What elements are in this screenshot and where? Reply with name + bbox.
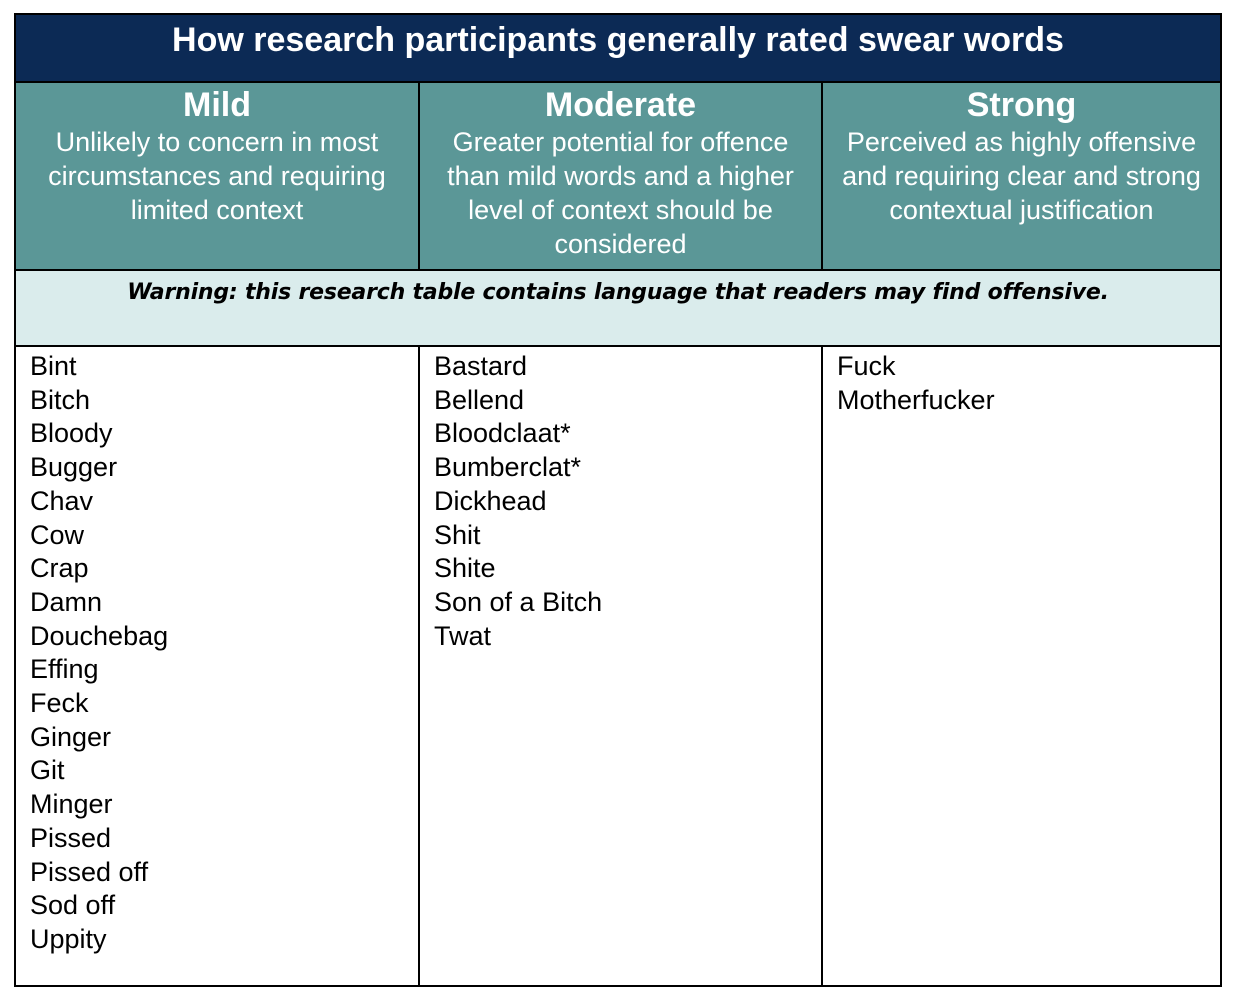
header-mild bbox=[16, 83, 418, 269]
list-item: Damn bbox=[30, 586, 103, 617]
list-item: Bitch bbox=[30, 384, 91, 415]
list-item: Bellend bbox=[434, 384, 525, 415]
list-item: Bumberclat* bbox=[434, 452, 582, 483]
list-item: Chav bbox=[30, 485, 94, 516]
list-item: Bint bbox=[30, 351, 77, 381]
swear-words-table bbox=[14, 13, 1222, 987]
list-item: Sod off bbox=[30, 890, 116, 921]
header-strong bbox=[821, 83, 1220, 269]
header-strong-name: Strong bbox=[966, 86, 1077, 124]
moderate-word-list bbox=[434, 350, 821, 653]
list-item: Ginger bbox=[30, 721, 112, 752]
list-item: Uppity bbox=[30, 923, 107, 954]
list-item: Motherfucker bbox=[837, 384, 995, 415]
moderate-words-cell bbox=[418, 347, 821, 985]
category-header-row bbox=[16, 83, 1220, 271]
list-item: Dickhead bbox=[434, 485, 547, 516]
mild-words-cell bbox=[16, 347, 418, 985]
list-item: Bastard bbox=[434, 351, 528, 381]
list-item: Bloody bbox=[30, 418, 113, 449]
mild-word-list bbox=[30, 350, 418, 957]
table-title: How research participants generally rated swear words bbox=[16, 15, 1220, 83]
strong-words-cell bbox=[821, 347, 1220, 985]
list-item: Shite bbox=[434, 553, 496, 584]
list-item: Shit bbox=[434, 519, 481, 550]
header-moderate-name: Moderate bbox=[544, 86, 697, 124]
list-item: Fuck bbox=[837, 351, 896, 381]
list-item: Twat bbox=[434, 620, 492, 651]
list-item: Douchebag bbox=[30, 620, 169, 651]
list-item: Bugger bbox=[30, 452, 118, 483]
list-item: Minger bbox=[30, 789, 113, 820]
header-strong-description: Perceived as highly offensive and requiring clear and strong contextual justification bbox=[842, 127, 1201, 225]
warning-banner: Warning: this research table contains language that readers may find offensive. bbox=[16, 271, 1220, 347]
header-moderate-description: Greater potential for offence than mild words and a higher level of context should be considered bbox=[447, 127, 794, 259]
list-item: Effing bbox=[30, 654, 99, 685]
strong-word-list bbox=[837, 350, 1220, 417]
list-item: Feck bbox=[30, 688, 89, 719]
list-item: Crap bbox=[30, 553, 89, 584]
header-mild-name: Mild bbox=[183, 86, 251, 124]
list-item: Pissed off bbox=[30, 856, 149, 887]
list-item: Bloodclaat* bbox=[434, 418, 571, 449]
list-item: Pissed bbox=[30, 822, 112, 853]
list-item: Cow bbox=[30, 519, 85, 550]
list-item: Git bbox=[30, 755, 65, 786]
list-item: Son of a Bitch bbox=[434, 586, 603, 617]
header-moderate bbox=[418, 83, 821, 269]
word-lists-row bbox=[16, 347, 1220, 985]
header-mild-description: Unlikely to concern in most circumstances and requiring limited context bbox=[48, 127, 386, 225]
